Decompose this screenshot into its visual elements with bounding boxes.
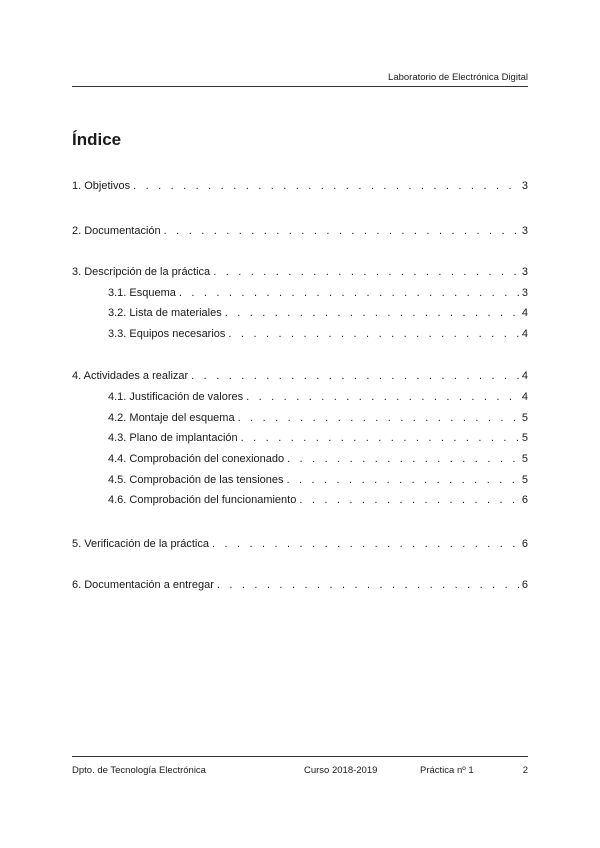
- toc-entry-label: 4.1. Justificación de valores: [108, 391, 244, 403]
- toc-entry-page: 3: [521, 180, 528, 192]
- toc-entry-entregar[interactable]: [72, 577, 528, 593]
- header-text: Laboratorio de Electrónica Digital: [388, 72, 528, 83]
- toc-entry-label: 1. Objetivos: [72, 180, 131, 192]
- toc-entry-label: 4. Actividades a realizar: [72, 370, 189, 382]
- toc-entry-label: 4.3. Plano de implantación: [108, 432, 238, 444]
- toc-entry-page: 5: [521, 412, 528, 424]
- toc-entry-label: 4.5. Comprobación de las tensiones: [108, 474, 284, 486]
- toc-entry-label: 4.6. Comprobación del funcionamiento: [108, 494, 297, 506]
- toc-dot-leader: [212, 536, 519, 552]
- toc-dot-leader: [287, 472, 519, 488]
- toc-entry-tensiones[interactable]: [108, 472, 528, 488]
- toc-dot-leader: [179, 285, 519, 301]
- toc-entry-objetivos[interactable]: [72, 178, 528, 194]
- toc-entry-label: 5. Verificación de la práctica: [72, 538, 209, 550]
- toc-entry-justificacion[interactable]: [108, 389, 528, 405]
- toc-entry-page: 5: [521, 432, 528, 444]
- toc-entry-plano[interactable]: [108, 430, 528, 446]
- toc-entry-label: 2. Documentación: [72, 225, 161, 237]
- toc-entry-page: 4: [521, 391, 528, 403]
- toc-entry-actividades[interactable]: [72, 368, 528, 384]
- toc-entry-page: 6: [521, 579, 528, 591]
- toc-entry-page: 3: [521, 225, 528, 237]
- toc-dot-leader: [287, 451, 519, 467]
- toc-dot-leader: [241, 430, 519, 446]
- toc-entry-label: 3.2. Lista de materiales: [108, 307, 222, 319]
- toc-dot-leader: [217, 577, 519, 593]
- toc-entry-label: 4.4. Comprobación del conexionado: [108, 453, 285, 465]
- toc-dot-leader: [164, 223, 519, 239]
- toc-dot-leader: [213, 264, 519, 280]
- toc-entry-montaje[interactable]: [108, 410, 528, 426]
- page-header: [72, 72, 528, 87]
- toc-entry-descripcion[interactable]: [72, 264, 528, 280]
- toc-dot-leader: [191, 368, 519, 384]
- toc-dot-leader: [246, 389, 519, 405]
- footer-page-number: 2: [522, 765, 528, 776]
- toc-entry-verificacion[interactable]: [72, 536, 528, 552]
- toc-entry-label: 3.1. Esquema: [108, 287, 176, 299]
- toc-entry-page: 4: [521, 370, 528, 382]
- toc-dot-leader: [228, 326, 518, 342]
- page-footer: [72, 756, 528, 779]
- footer-practice: Práctica nº 1: [420, 765, 474, 776]
- toc-entry-documentacion[interactable]: [72, 223, 528, 239]
- toc-dot-leader: [225, 305, 519, 321]
- toc-entry-equipos[interactable]: [108, 326, 528, 342]
- toc-entry-label: 3.3. Equipos necesarios: [108, 328, 226, 340]
- toc-entry-page: 4: [521, 328, 528, 340]
- toc-entry-page: 6: [521, 494, 528, 506]
- toc-entry-page: 5: [521, 453, 528, 465]
- toc-entry-page: 5: [521, 474, 528, 486]
- toc-entry-page: 6: [521, 538, 528, 550]
- footer-course: Curso 2018-2019: [304, 765, 378, 776]
- toc-entry-page: 3: [521, 266, 528, 278]
- toc-entry-conexionado[interactable]: [108, 451, 528, 467]
- toc-entry-funcionamiento[interactable]: [108, 492, 528, 508]
- toc-dot-leader: [238, 410, 519, 426]
- toc-entry-page: 4: [521, 307, 528, 319]
- toc-dot-leader: [133, 178, 519, 194]
- toc-entry-esquema[interactable]: [108, 285, 528, 301]
- toc-dot-leader: [299, 492, 519, 508]
- toc-entry-page: 3: [521, 287, 528, 299]
- toc-entry-label: 6. Documentación a entregar: [72, 579, 214, 591]
- toc-entry-label: 3. Descripción de la práctica: [72, 266, 211, 278]
- toc-entry-lista-materiales[interactable]: [108, 305, 528, 321]
- footer-department: Dpto. de Tecnología Electrónica: [72, 765, 206, 776]
- page-title: Índice: [72, 130, 122, 149]
- toc-entry-label: 4.2. Montaje del esquema: [108, 412, 235, 424]
